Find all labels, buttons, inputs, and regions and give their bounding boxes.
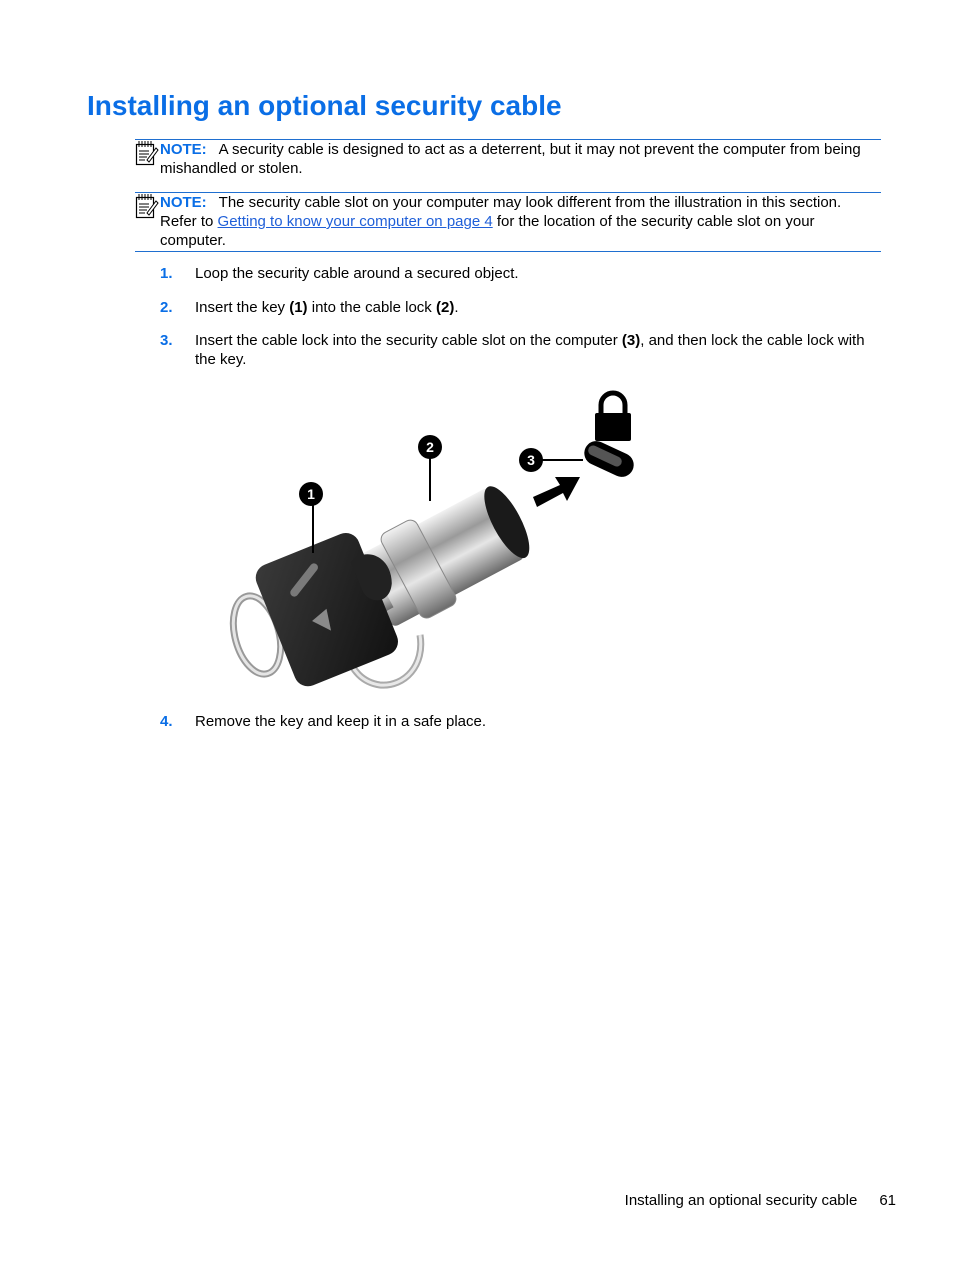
step-item: [160, 331, 882, 369]
callout-2: [418, 435, 442, 459]
callout-number: 1: [307, 486, 315, 502]
step-number: 1.: [160, 265, 173, 282]
note-content: A security cable is designed to act as a deterrent, but it may not prevent the computer from being mishandled or stolen.: [160, 141, 861, 177]
callout-number: 2: [426, 439, 434, 455]
page-number: 61: [879, 1192, 896, 1209]
note-text: [160, 140, 881, 178]
step-item: [160, 264, 882, 283]
note-pad-icon: [135, 193, 159, 219]
page-title: Installing an optional security cable: [87, 90, 562, 121]
step-item: [160, 298, 882, 317]
step-item: [160, 712, 882, 731]
note-box: [135, 192, 881, 252]
note-text: [160, 193, 881, 250]
note-content-end: for the location of the security cable slot on your computer.: [160, 213, 815, 249]
step-text: Insert the cable lock into the security cable slot on the computer (3), and then lock the cable lock with the key.: [195, 332, 865, 368]
step-text: Insert the key (1) into the cable lock (2).: [195, 299, 459, 316]
security-cable-illustration: [215, 385, 645, 695]
note-content: The security cable slot on your computer may look different from the illustration in this section. Refer to: [160, 194, 842, 230]
note-box: [135, 139, 881, 178]
callout-1: [299, 482, 323, 506]
step-number: 3.: [160, 332, 173, 349]
note-pad-icon: [135, 140, 159, 166]
callout-3: [519, 448, 543, 472]
note-label: NOTE:: [160, 194, 207, 211]
page-footer: [625, 1192, 896, 1209]
step-text: Remove the key and keep it in a safe place.: [195, 713, 487, 730]
callout-number: 3: [527, 452, 535, 468]
step-text: Loop the security cable around a secured object.: [195, 265, 519, 282]
step-number: 4.: [160, 713, 173, 730]
footer-title: Installing an optional security cable: [624, 1192, 858, 1209]
note-label: NOTE:: [160, 141, 207, 158]
step-number: 2.: [160, 299, 173, 316]
lock-icon: [595, 393, 631, 441]
getting-to-know-link[interactable]: Getting to know your computer on page 4: [217, 213, 493, 230]
